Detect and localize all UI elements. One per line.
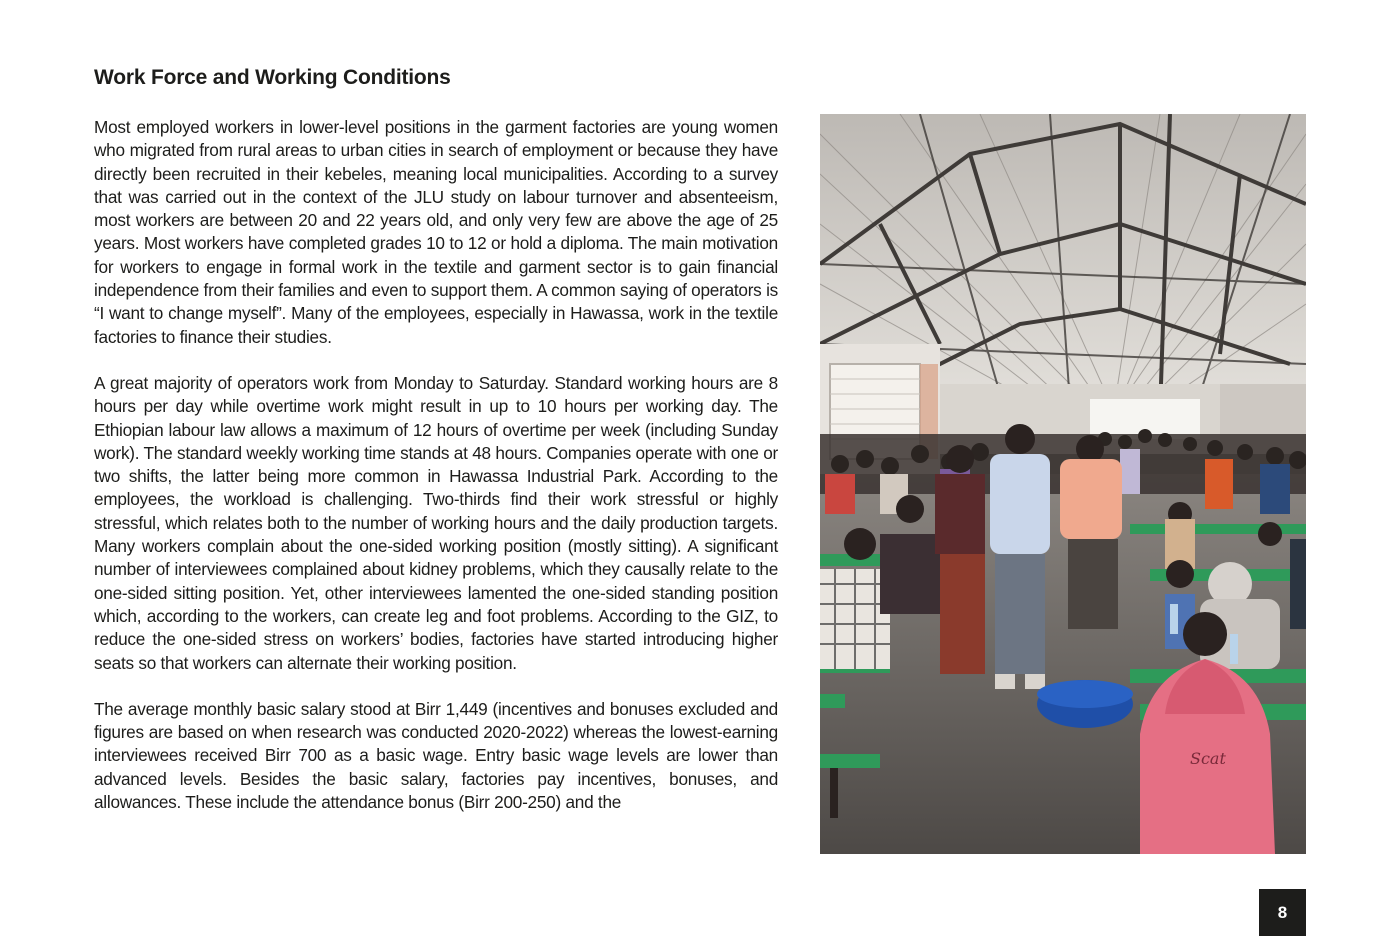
canteen-photo: [820, 114, 1306, 854]
paragraph-working-hours: A great majority of operators work from Monday to Saturday. Standard working hours are 8 hours per day while overtime work might result in up to 10 hours per working day. The Ethiopian labour law allows a maximum of 12 hours of overtime per week (including Sunday work). The standard weekly working time stands at 48 hours. Companies operate with one or two shifts, the latter being more common in Hawassa Industrial Park. According to the employees, the workload is challenging. Two-thirds find their work stressful or highly stressful, which relates both to the number of working hours and the daily production targets. Many workers complain about the one-sided working position (mostly sitting). A significant number of interviewees complained about kidney problems, which they causally relate to the one-sided sitting position. Yet, other interviewees lamented the one-sided standing position which, according to the workers, can create leg and foot problems. According to the GIZ, to reduce the one-sided stress on workers’ bodies, factories have started introducing higher seats so that workers can alternate their working position.: [94, 372, 778, 673]
section-heading: Work Force and Working Conditions: [94, 66, 451, 89]
paragraph-salary: The average monthly basic salary stood at Birr 1,449 (incentives and bonuses excluded and figures are based on when research was conducted 2020-2022) whereas the lowest-earning interviewees received Birr 700 as a basic wage. Entry basic wage levels are lower than advanced levels. Besides the basic salary, factories pay incentives, bonuses, and allowances. These include the attendance bonus (Birr 200-250) and the: [94, 698, 778, 813]
paragraph-demographics: Most employed workers in lower-level positions in the garment factories are young women who migrated from rural areas to urban cities in search of employment or because they have directly been recruited in their kebeles, meaning local municipalities. According to a survey that was carried out in the context of the JLU study on labour turnover and absenteeism, most workers are between 20 and 22 years old, and only very few are above the age of 25 years. Most workers have completed grades 10 to 12 or hold a diploma. The main motivation for workers to engage in formal work in the textile and garment sector is to gain financial independence from their families and even to support them. A common saying of operators is “I want to change myself”. Many of the employees, especially in Hawassa, work in the textile factories to finance their studies.: [94, 117, 778, 347]
shirt-print: Scat: [1190, 749, 1226, 768]
page-number: 8: [1259, 889, 1306, 936]
body-text: [94, 116, 778, 837]
